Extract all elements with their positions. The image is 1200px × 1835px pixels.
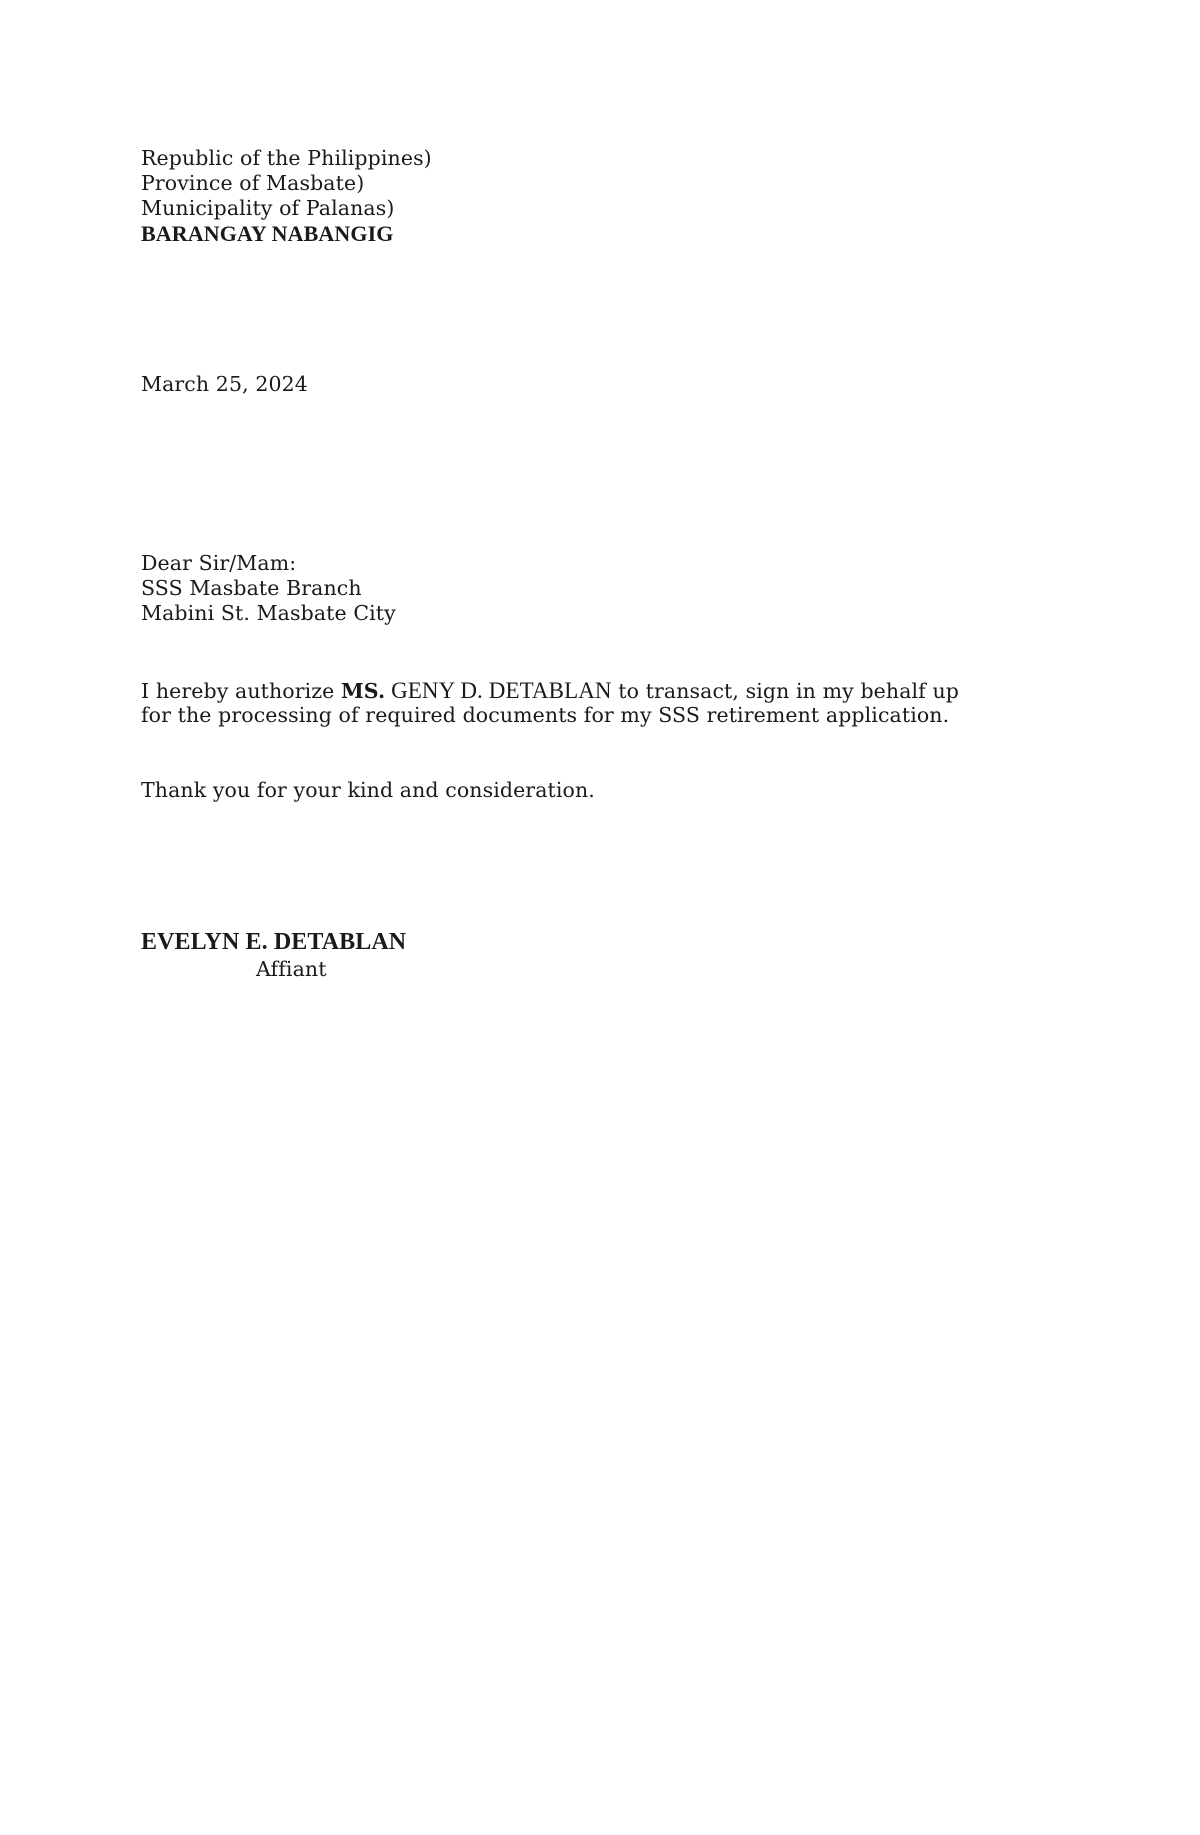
authorized-prefix: MS. <box>341 679 386 703</box>
addressee-office: SSS Masbate Branch <box>141 576 362 600</box>
signatory-name: EVELYN E. DETABLAN <box>141 929 407 955</box>
body-line-1 <box>141 678 959 704</box>
closing-text: Thank you for your kind and consideration. <box>141 778 595 802</box>
addressee-address: Mabini St. Masbate City <box>141 601 396 625</box>
body-line-1-start: I hereby authorize <box>141 679 342 703</box>
body-line-2: for the processing of required documents for my SSS retirement application. <box>141 703 950 727</box>
header-province: Province of Masbate) <box>141 171 365 195</box>
header-barangay: BARANGAY NABANGIG <box>141 221 394 246</box>
body-line-1-end: to transact, sign in my behalf up <box>611 679 960 703</box>
salutation: Dear Sir/Mam: <box>141 551 297 575</box>
authorized-person <box>341 679 612 703</box>
header-municipality: Municipality of Palanas) <box>141 196 395 220</box>
signatory-role: Affiant <box>256 957 327 981</box>
letter-date: March 25, 2024 <box>141 372 308 396</box>
header-country: Republic of the Philippines) <box>141 146 432 170</box>
authorized-name: GENY D. DETABLAN <box>385 678 612 703</box>
